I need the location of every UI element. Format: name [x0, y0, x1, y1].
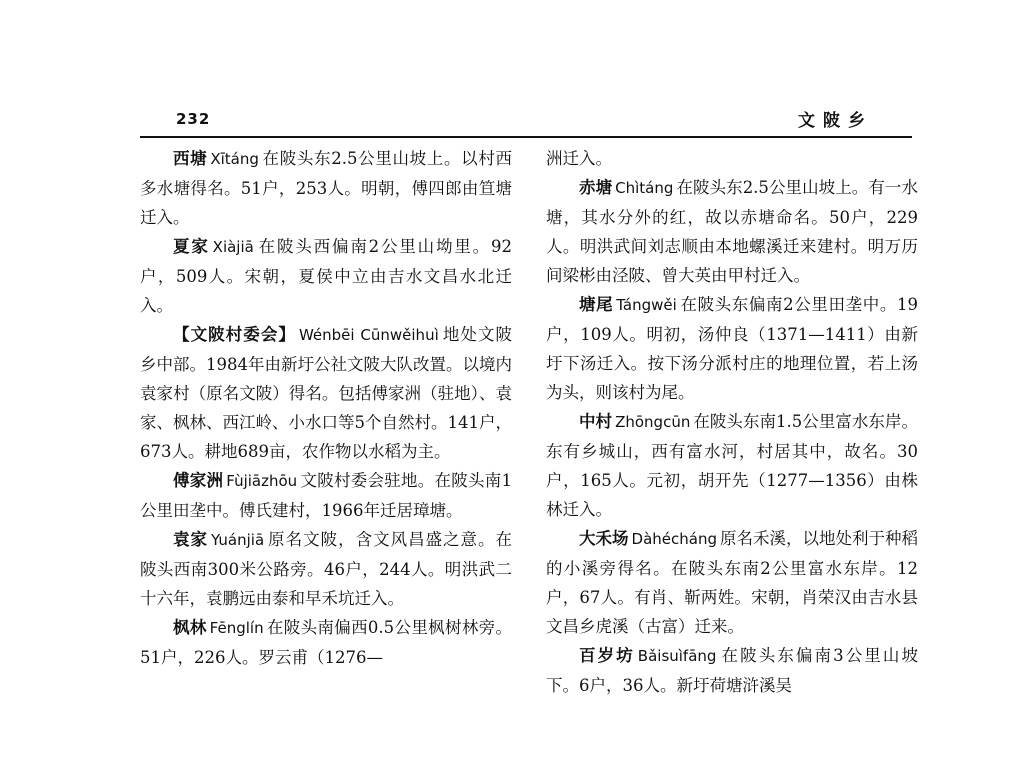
entry-term: 大禾场	[579, 529, 629, 548]
entry-dahechang	[546, 524, 918, 641]
entry-pinyin: Xītáng	[210, 150, 259, 168]
header-rule	[140, 136, 912, 138]
entry-term: 夏家	[173, 237, 210, 256]
entry-pinyin: Xiàjiā	[212, 238, 254, 256]
entry-term: 【文陂村委会】	[173, 325, 296, 344]
entry-baisuifang	[546, 641, 918, 700]
entry-chitang	[546, 173, 918, 290]
entry-term: 袁家	[173, 530, 208, 549]
entry-xitang	[140, 144, 512, 232]
entry-term: 赤塘	[579, 178, 613, 197]
entry-text: 洲迁入。	[546, 149, 612, 168]
entry-pinyin: Dàhécháng	[631, 530, 717, 548]
entry-text: 在陂头东偏南3公里山坡下。6户，36人。新圩荷塘浒溪吴	[546, 646, 919, 695]
entry-pinyin: Fùjiāzhōu	[226, 472, 298, 490]
entry-pinyin: Wénbēi Cūnwěihuì	[298, 326, 439, 344]
entry-text: 在陂头东2.5公里山坡上。以村西多水塘得名。51户，253人。明朝，傅四郎由笪塘迁入。	[140, 149, 512, 227]
entry-text: 文陂村委会驻地。在陂头南1公里田垄中。傅氏建村，1966年迁居璋塘。	[140, 471, 513, 520]
entry-fujiazhou	[140, 466, 512, 525]
entry-text: 在陂头西偏南2公里山坳里。92户，509人。宋朝，夏侯中立由吉水文昌水北迁入。	[140, 237, 512, 315]
entry-term: 傅家洲	[173, 471, 224, 490]
entry-text: 在陂头东2.5公里山坡上。有一水塘，其水分外的红，故以赤塘命名。50户，229人。明洪武间刘志顺由本地螺溪迁来建村。明万历间梁彬由泾陂、曾大英由甲村迁入。	[546, 178, 918, 285]
entry-text: 地处文陂乡中部。1984年由新圩公社文陂大队改置。以境内袁家村（原名文陂）得名。包括傅家洲（驻地）、袁家、枫林、西江岭、小水口等5个自然村。141户，673人。耕地689亩，农作物以水稻为主。	[140, 325, 513, 461]
page-number: 232	[176, 110, 211, 128]
right-column	[546, 144, 918, 700]
entry-pinyin: Bǎisuìfāng	[637, 647, 717, 665]
entry-pinyin: Tángwěi	[616, 296, 677, 314]
entry-term: 塘尾	[579, 295, 614, 314]
left-column	[140, 144, 512, 672]
entry-pinyin: Fēnglín	[209, 619, 264, 637]
entry-tangwei	[546, 290, 918, 407]
entry-term: 枫林	[173, 618, 207, 637]
entry-fenglin	[140, 613, 512, 672]
entry-pinyin: Zhōngcūn	[615, 413, 691, 431]
entry-pinyin: Yuánjiā	[210, 531, 265, 549]
entry-text: 原名文陂，含文风昌盛之意。在陂头西南300米公路旁。46户，244人。明洪武二十六年，袁鹏远由泰和早禾坑迁入。	[140, 530, 513, 608]
entry-xiajia	[140, 232, 512, 320]
entry-zhongcun	[546, 407, 918, 524]
entry-term: 百岁坊	[579, 646, 635, 665]
entry-text: 在陂头南偏西0.5公里枫树林旁。51户，226人。罗云甫（1276—	[140, 618, 512, 667]
entry-text: 在陂头东南1.5公里富水东岸。东有乡城山，西有富水河，村居其中，故名。30户，165人。元初，胡开先（1277—1356）由株林迁入。	[546, 412, 919, 519]
entry-wenbei-village-committee	[140, 320, 512, 466]
running-head: 文陂乡	[798, 111, 873, 131]
entry-pinyin: Chìtáng	[615, 179, 674, 197]
entry-continuation	[546, 144, 918, 173]
entry-text: 原名禾溪，以地处利于种稻的小溪旁得名。在陂头东南2公里富水东岸。12户，67人。有肖、靳两姓。宋朝，肖荣汉由吉水县文昌乡虎溪（古富）迁来。	[546, 529, 919, 636]
entry-text: 在陂头东偏南2公里田垄中。19户，109人。明初，汤仲良（1371—1411）由新圩下汤迁入。按下汤分派村庄的地理位置，若上汤为头，则该村为尾。	[546, 295, 919, 402]
entry-term: 中村	[579, 412, 613, 431]
entry-yuanjia	[140, 525, 512, 613]
entry-term: 西塘	[173, 149, 208, 168]
